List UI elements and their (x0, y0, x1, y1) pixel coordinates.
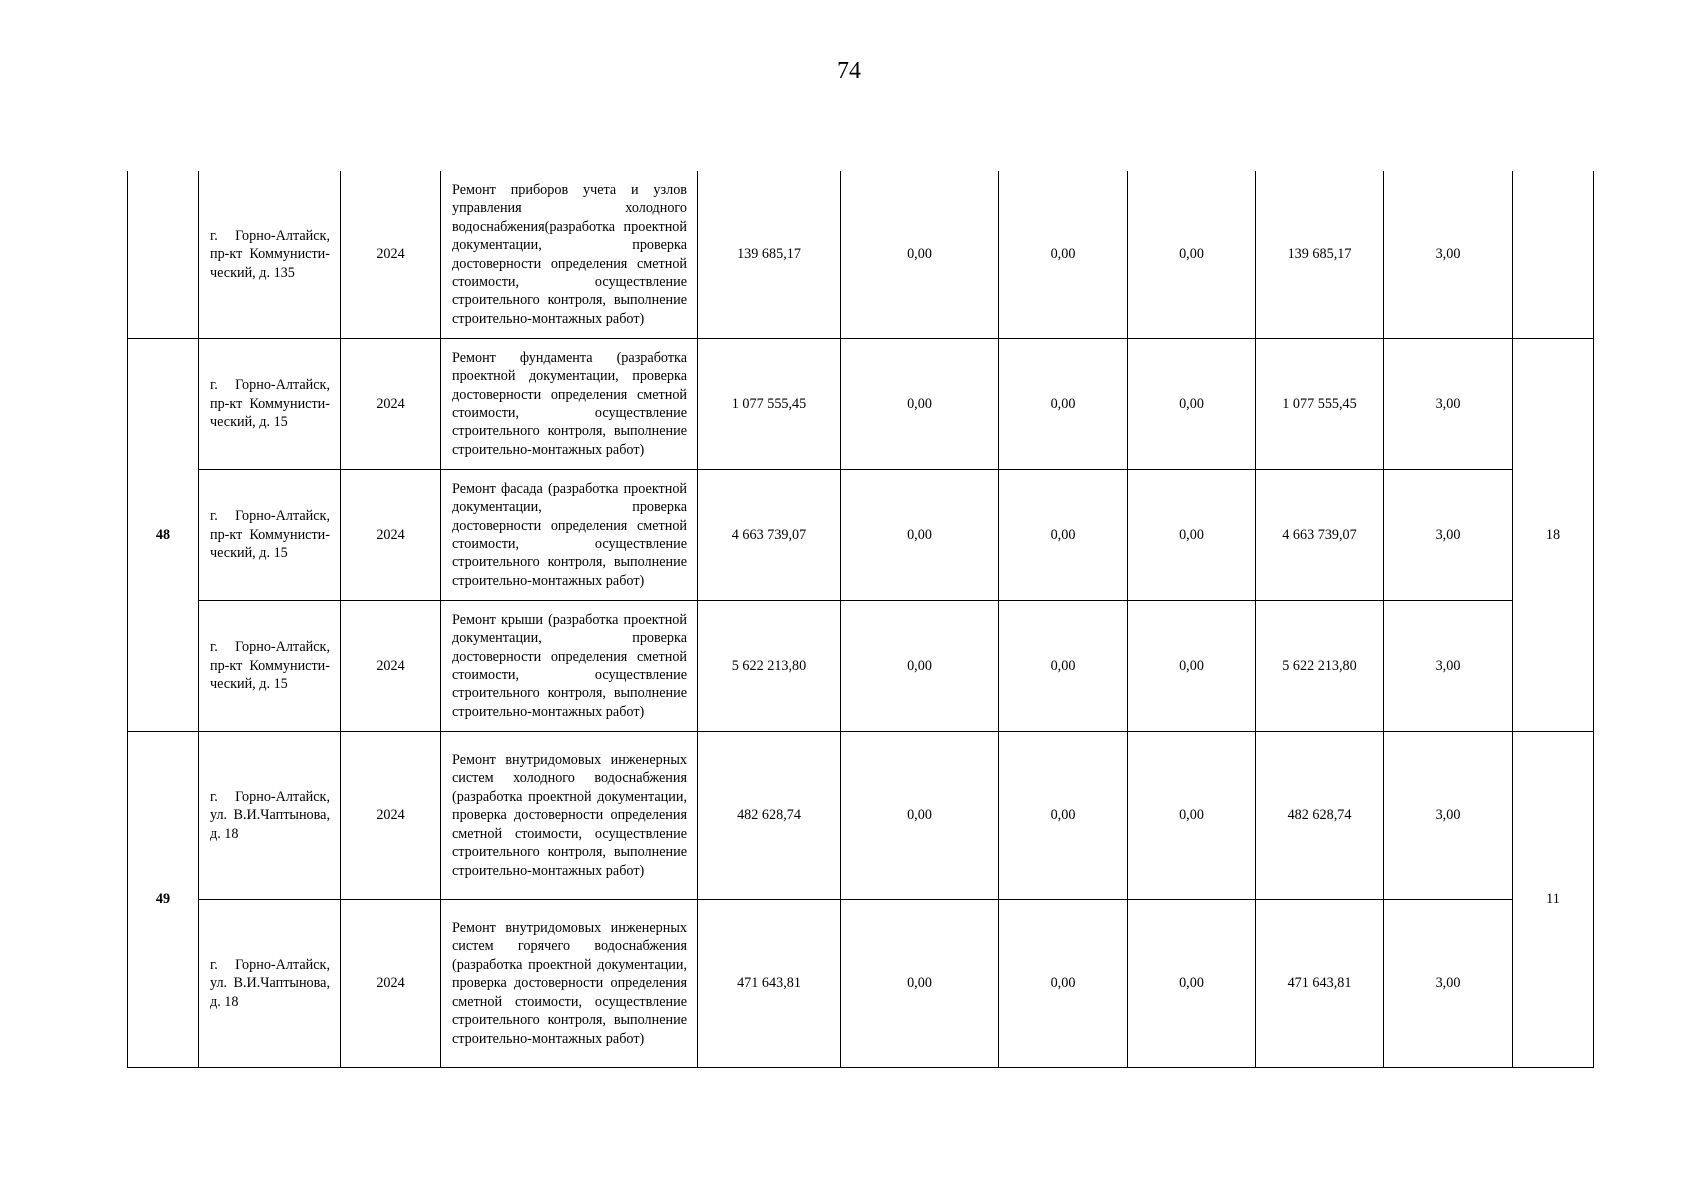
total-cost-cell: 4 663 739,07 (698, 470, 841, 601)
total-cost-cell: 482 628,74 (698, 732, 841, 900)
address-cell: г. Горно-Алтайск, ул. В.И.Чаптынова, д. 18 (199, 900, 341, 1068)
work-description-cell: Ремонт внутридомовых инженерных систем холодного водоснабжения (разработка проектной документации, проверка достоверности определения сметной стоимости, осуществление строительного контроля, выполнение строительно-монтажных работ) (441, 732, 698, 900)
work-description-cell: Ремонт фасада (разработка проектной документации, проверка достоверности определения сметной стоимости, осуществление строительного контроля, выполнение строительно-монтажных работ) (441, 470, 698, 601)
table-row (128, 171, 1594, 339)
value-cell: 0,00 (999, 900, 1128, 1068)
row-number-cell: 48 (128, 339, 199, 732)
work-schedule-table (127, 171, 1594, 1068)
value-cell: 0,00 (841, 732, 999, 900)
total-cost-cell: 139 685,17 (698, 171, 841, 339)
table-row (128, 900, 1594, 1068)
row-number-cell (128, 171, 199, 339)
value-cell: 0,00 (999, 601, 1128, 732)
total-cost-cell: 471 643,81 (698, 900, 841, 1068)
value-cell: 0,00 (841, 171, 999, 339)
count-cell: 11 (1513, 732, 1594, 1068)
fund-cost-cell: 1 077 555,45 (1256, 339, 1384, 470)
year-cell: 2024 (341, 900, 441, 1068)
fund-cost-cell: 5 622 213,80 (1256, 601, 1384, 732)
value-cell: 0,00 (1128, 470, 1256, 601)
value-cell: 0,00 (841, 900, 999, 1068)
year-cell: 2024 (341, 732, 441, 900)
table-row (128, 339, 1594, 470)
year-cell: 2024 (341, 470, 441, 601)
address-cell: г. Горно-Алтайск, пр-кт Коммунисти-ческий, д. 15 (199, 601, 341, 732)
rate-cell: 3,00 (1384, 732, 1513, 900)
value-cell: 0,00 (841, 339, 999, 470)
table-row (128, 470, 1594, 601)
total-cost-cell: 1 077 555,45 (698, 339, 841, 470)
row-number-cell: 49 (128, 732, 199, 1068)
value-cell: 0,00 (1128, 900, 1256, 1068)
table-row (128, 601, 1594, 732)
year-cell: 2024 (341, 171, 441, 339)
address-cell: г. Горно-Алтайск, пр-кт Коммунисти-ческий, д. 15 (199, 470, 341, 601)
work-description-cell: Ремонт внутридомовых инженерных систем горячего водоснабжения (разработка проектной документации, проверка достоверности определения сметной стоимости, осуществление строительного контроля, выполнение строительно-монтажных работ) (441, 900, 698, 1068)
fund-cost-cell: 4 663 739,07 (1256, 470, 1384, 601)
rate-cell: 3,00 (1384, 900, 1513, 1068)
value-cell: 0,00 (1128, 732, 1256, 900)
table-row (128, 732, 1594, 900)
address-cell: г. Горно-Алтайск, пр-кт Коммунисти-ческий, д. 135 (199, 171, 341, 339)
rate-cell: 3,00 (1384, 470, 1513, 601)
fund-cost-cell: 482 628,74 (1256, 732, 1384, 900)
value-cell: 0,00 (999, 339, 1128, 470)
address-cell: г. Горно-Алтайск, ул. В.И.Чаптынова, д. 18 (199, 732, 341, 900)
work-description-cell: Ремонт приборов учета и узлов управления холодного водоснабжения(разработка проектной документации, проверка достоверности определения сметной стоимости, осуществление строительного контроля, выполнение строительно-монтажных работ) (441, 171, 698, 339)
value-cell: 0,00 (1128, 601, 1256, 732)
count-cell (1513, 171, 1594, 339)
year-cell: 2024 (341, 339, 441, 470)
value-cell: 0,00 (999, 732, 1128, 900)
value-cell: 0,00 (1128, 171, 1256, 339)
rate-cell: 3,00 (1384, 601, 1513, 732)
work-description-cell: Ремонт крыши (разработка проектной документации, проверка достоверности определения сметной стоимости, осуществление строительного контроля, выполнение строительно-монтажных работ) (441, 601, 698, 732)
fund-cost-cell: 139 685,17 (1256, 171, 1384, 339)
rate-cell: 3,00 (1384, 171, 1513, 339)
address-cell: г. Горно-Алтайск, пр-кт Коммунисти-ческий, д. 15 (199, 339, 341, 470)
value-cell: 0,00 (1128, 339, 1256, 470)
count-cell: 18 (1513, 339, 1594, 732)
value-cell: 0,00 (999, 470, 1128, 601)
rate-cell: 3,00 (1384, 339, 1513, 470)
year-cell: 2024 (341, 601, 441, 732)
total-cost-cell: 5 622 213,80 (698, 601, 841, 732)
value-cell: 0,00 (841, 470, 999, 601)
work-description-cell: Ремонт фундамента (разработка проектной документации, проверка достоверности определения сметной стоимости, осуществление строительного контроля, выполнение строительно-монтажных работ) (441, 339, 698, 470)
page-number: 74 (837, 58, 861, 84)
value-cell: 0,00 (999, 171, 1128, 339)
fund-cost-cell: 471 643,81 (1256, 900, 1384, 1068)
value-cell: 0,00 (841, 601, 999, 732)
